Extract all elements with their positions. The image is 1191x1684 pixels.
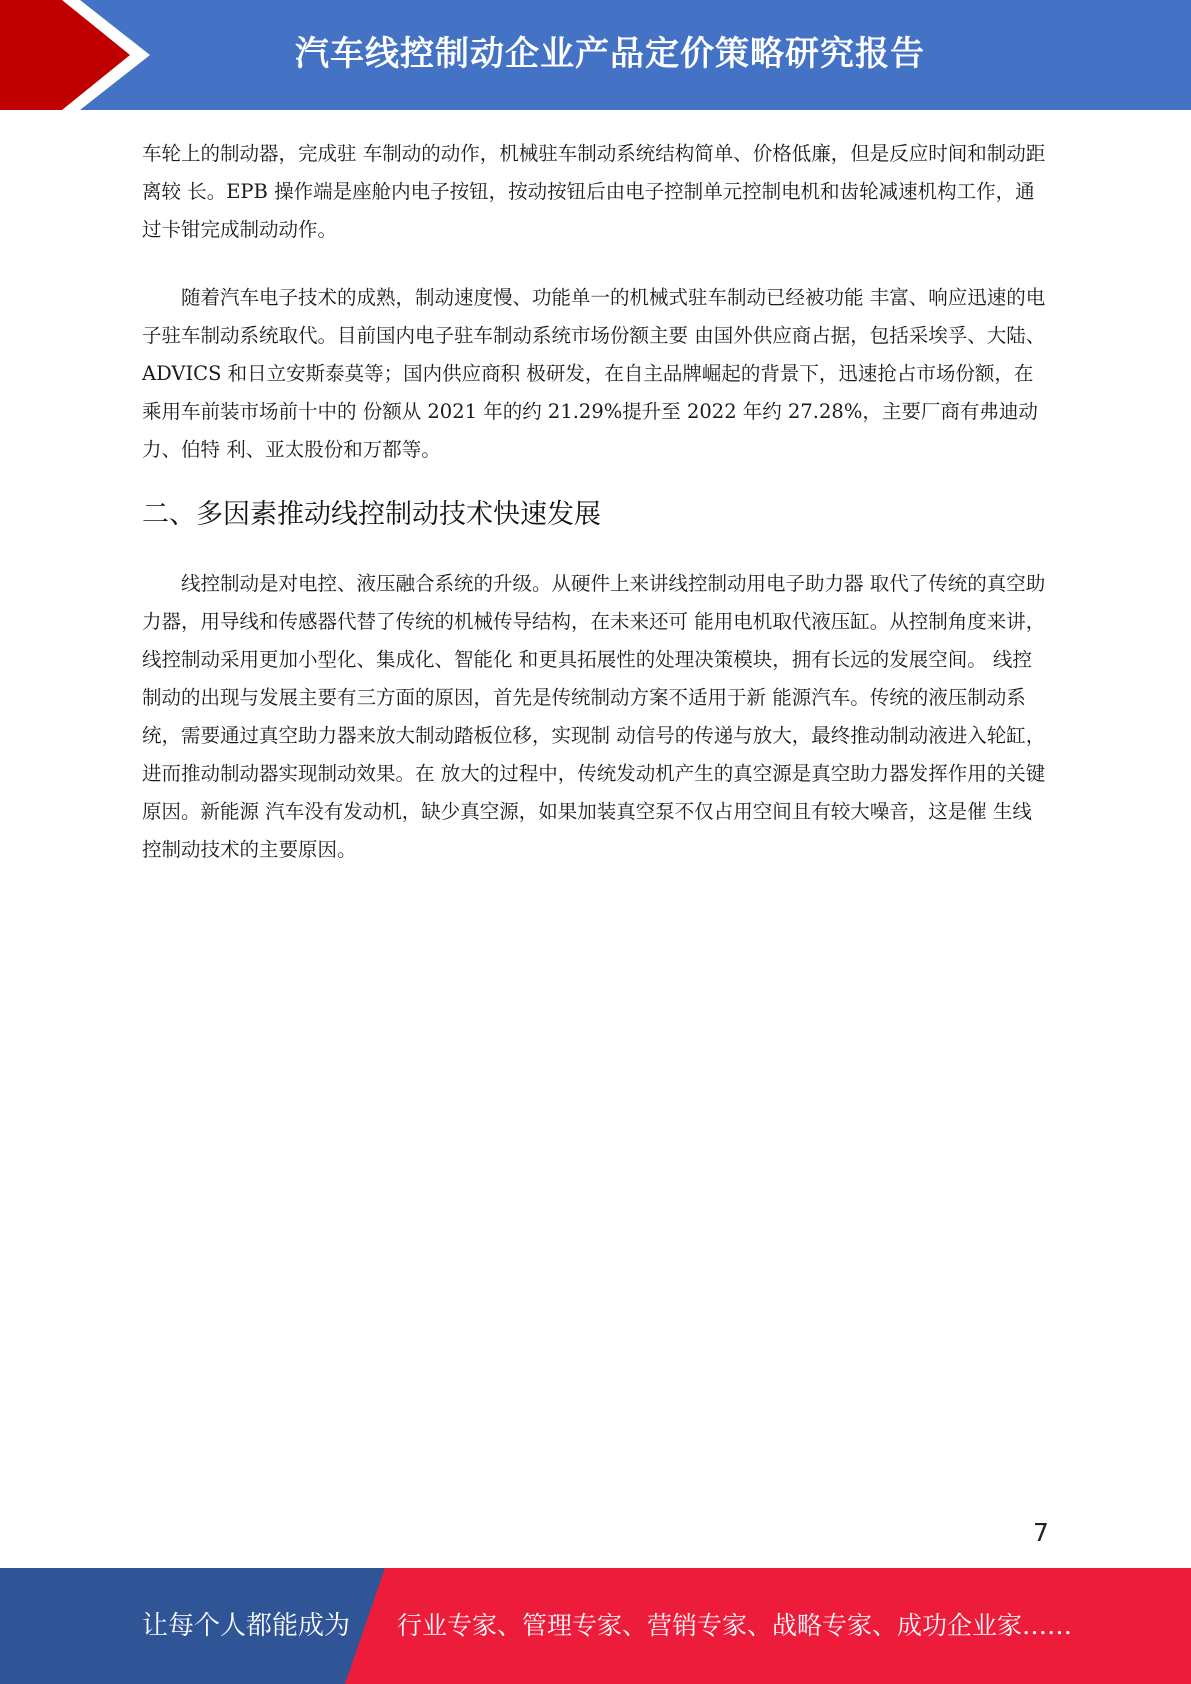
chevron-arrow-icon	[0, 0, 160, 110]
paragraph-3: 线控制动是对电控、液压融合系统的升级。从硬件上来讲线控制动用电子助力器 取代了传统的真空助力器，用导线和传感器代替了传统的机械传导结构，在未来还可 能用电机取代液压缸。从控制角度来讲，线控制动采用更加小型化、集成化、智能化 和更具拓展性的处理决策模块，拥有长远的发展空间。 线控制动的出现与发展主要有三方面的原因，首先是传统制动方案不适用于新 能源汽车。传统的液压制动系统，需要通过真空助力器来放大制动踏板位移，实现制 动信号的传递与放大，最终推动制动液进入轮缸，进而推动制动器实现制动效果。在 放大的过程中，传统发动机产生的真空源是真空助力器发挥作用的关键原因。新能源 汽车没有发动机，缺少真空源，如果加装真空泵不仅占用空间且有较大噪音，这是催 生线控制动技术的主要原因。	[142, 572, 1046, 861]
footer-slogan-left: 让每个人都能成为	[142, 1611, 351, 1641]
section-heading: 二、多因素推动线控制动技术快速发展	[142, 499, 601, 530]
page-footer-banner	[0, 1568, 1191, 1684]
paragraph-2: 随着汽车电子技术的成熟，制动速度慢、功能单一的机械式驻车制动已经被功能 丰富、响应迅速的电子驻车制动系统取代。目前国内电子驻车制动系统市场份额主要 由国外供应商占据，包括采埃孚、大陆、ADVICS 和日立安斯泰莫等；国内供应商积 极研发，在自主品牌崛起的背景下，迅速抢占市场份额，在乘用车前装市场前十中的 份额从 2021 年的约 21.29%提升至 2022 年约 27.28%，主要厂商有弗迪动力、伯特 利、亚太股份和万都等。	[142, 286, 1046, 461]
footer-slogan-right: 行业专家、管理专家、营销专家、战略专家、成功企业家……	[397, 1611, 1073, 1640]
report-title: 汽车线控制动企业产品定价策略研究报告	[295, 34, 925, 74]
document-body	[142, 135, 1047, 869]
paragraph-1: 车轮上的制动器，完成驻 车制动的动作，机械驻车制动系统结构简单、价格低廉，但是反应时间和制动距离较 长。EPB 操作端是座舱内电子按钮，按动按钮后由电子控制单元控制电机和齿轮减速机构工作，通过卡钳完成制动动作。	[142, 142, 1046, 241]
page-header-banner	[0, 0, 1191, 110]
page-number: 7	[1033, 1518, 1049, 1547]
